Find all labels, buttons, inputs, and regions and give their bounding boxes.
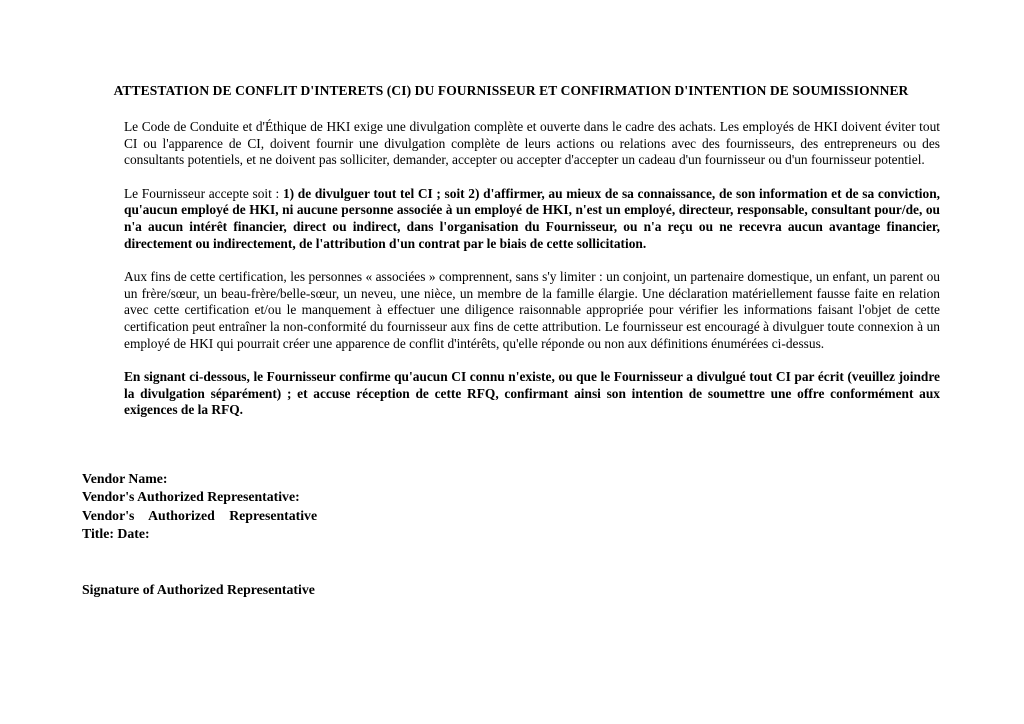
vendor-block: [82, 470, 382, 543]
paragraph-supplier-agreement: [124, 186, 940, 252]
vendor-name-label: Vendor Name:: [82, 471, 168, 486]
document-title: ATTESTATION DE CONFLIT D'INTERETS (CI) DU FOURNISSEUR ET CONFIRMATION D'INTENTION DE SOUMISSIONNER: [113, 83, 909, 98]
title-date-label: Title: Date:: [82, 525, 150, 541]
authorized-representative-label: Vendor's Authorized Representative:: [82, 489, 300, 505]
paragraph-code-of-conduct: Le Code de Conduite et d'Éthique de HKI exige une divulgation complète et ouverte dans le cadre des achats. Les employés de HKI doivent éviter tout CI ou l'apparence de CI, doivent fournir une divulgation complète de leurs actions ou relations avec des fournisseurs, des entrepreneurs ou des consultants potentiels, et ne doivent pas solliciter, demander, accepter ou accepter d'accepter un cadeau d'un fournisseur ou d'un fournisseur potentiel.: [124, 119, 940, 168]
document-body: [124, 119, 940, 436]
signature-label: Signature of Authorized Representative: [82, 582, 315, 597]
authorized-representative-line: Vendor's Authorized Representative: [82, 507, 318, 523]
paragraph-supplier-agreement-intro: Le Fournisseur accepte soit :: [124, 185, 283, 201]
paragraph-certification-definitions: Aux fins de cette certification, les personnes « associées » comprennent, sans s'y limiter : un conjoint, un partenaire domestique, un enfant, un parent ou un frère/sœur, un beau-frère/belle-sœur, un neveu, une nièce, un membre de la famille élargie. Une déclaration matériellement fausse faite en relation avec cette certification et/ou le manquement à effectuer une diligence raisonnable appropriée pour vérifier les informations faisant l'objet de cette certification peut entraîner la non-conformité du fournisseur aux fins de cette attribution. Le fournisseur est encouragé à divulguer toute connexion à un employé de HKI qui pourrait créer une apparence de conflit d'intérêts, qu'elle réponde ou non aux définitions énumérées ci-dessus.: [124, 269, 940, 351]
paragraph-supplier-agreement-bold: 1) de divulguer tout tel CI ; soit 2) d'affirmer, au mieux de sa connaissance, de son information et de sa conviction, qu'aucun employé de HKI, ni aucune personne associée à un employé de HKI, n'est un employé, directeur, responsable, consultant pour/de, ou n'a aucun intérêt financier, direct ou indirect, dans l'organisation du Fournisseur, ou n'a reçu ou ne recevra aucun avantage financier, directement ou indirectement, de l'attribution d'un contrat par le biais de cette sollicitation.: [124, 185, 940, 251]
paragraph-signing-confirmation: En signant ci-dessous, le Fournisseur confirme qu'aucun CI connu n'existe, ou que le Fournisseur a divulgué tout CI par écrit (veuillez joindre la divulgation séparément) ; et accuse réception de cette RFQ, confirmant ainsi son intention de soumettre une offre conformément aux exigences de la RFQ.: [124, 369, 940, 418]
